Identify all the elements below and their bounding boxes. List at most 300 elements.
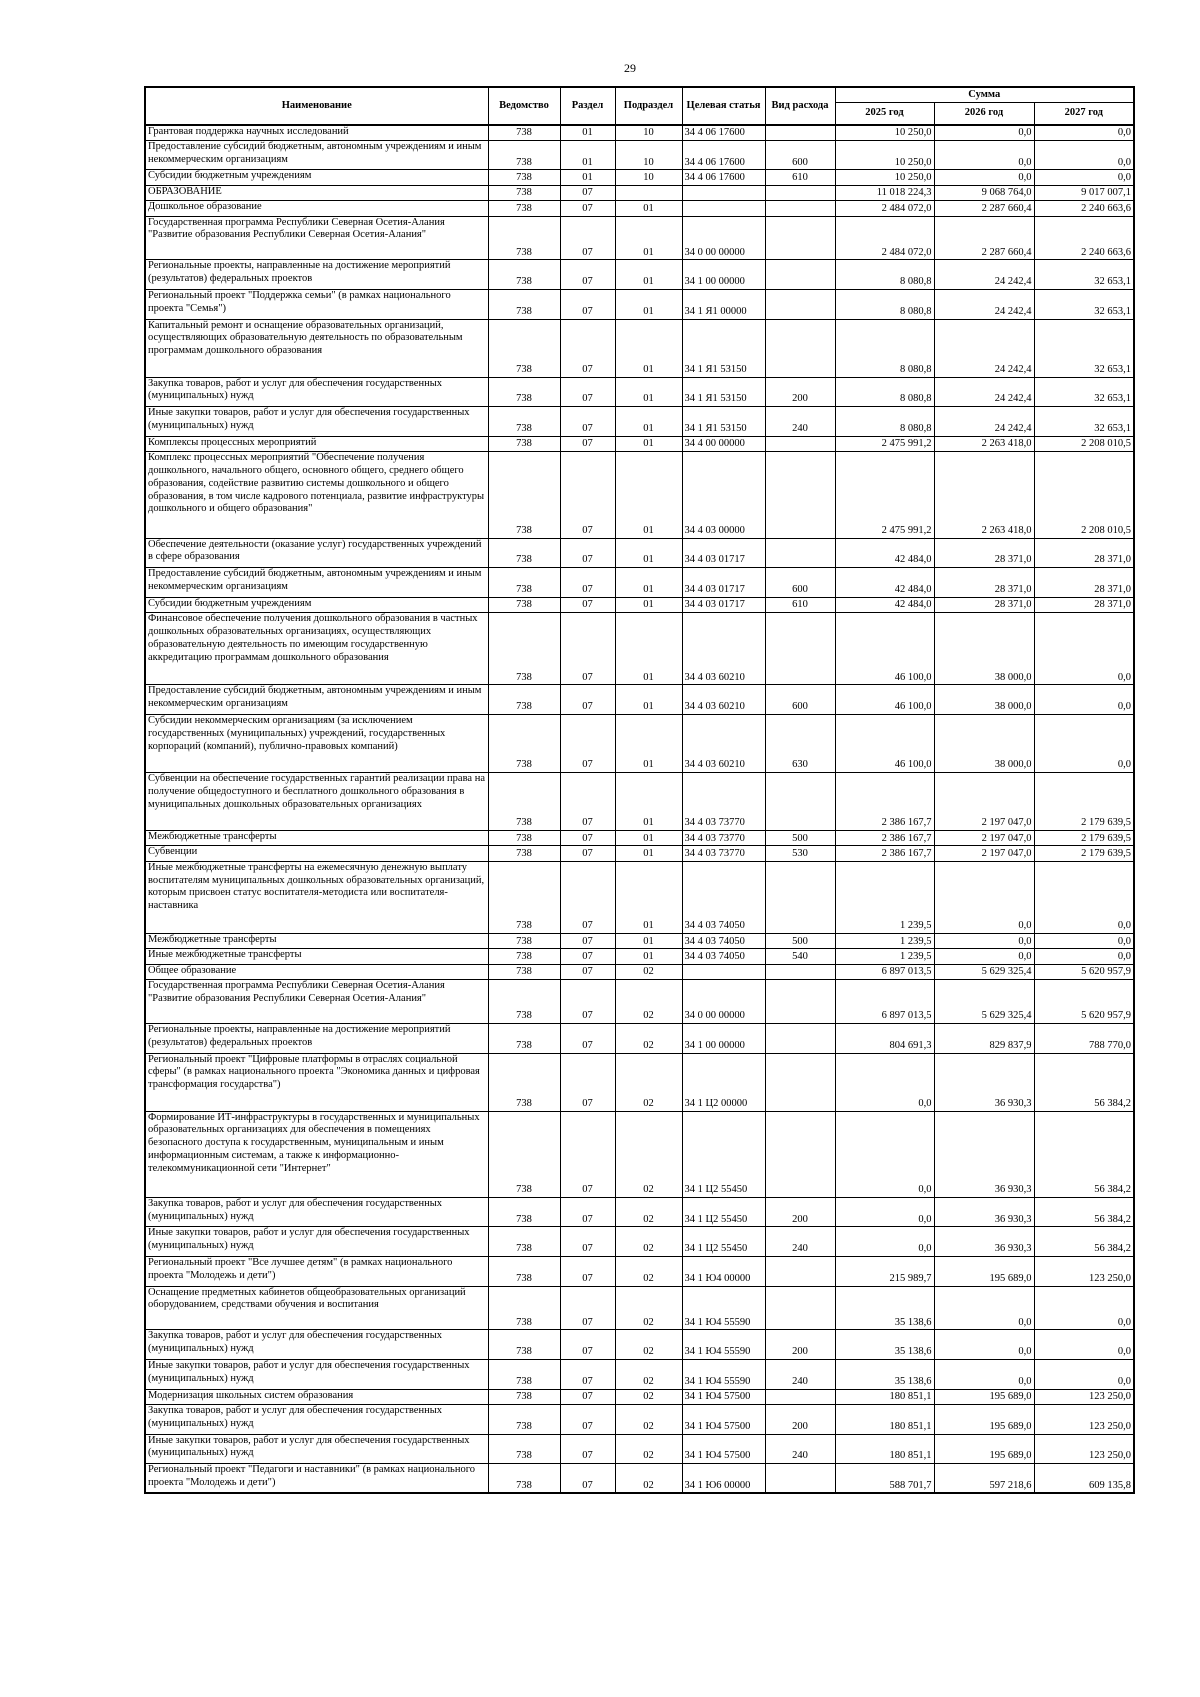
row-sum-2025: 0,0 — [835, 1053, 934, 1111]
row-dept: 738 — [488, 1360, 560, 1390]
row-sum-2027: 609 135,8 — [1034, 1464, 1134, 1494]
row-dept: 738 — [488, 170, 560, 185]
row-expense — [765, 1464, 835, 1494]
row-sum-2025: 6 897 013,5 — [835, 980, 934, 1024]
row-dept: 738 — [488, 597, 560, 612]
row-name: Комплексы процессных мероприятий — [145, 436, 488, 451]
row-sum-2026: 0,0 — [934, 861, 1034, 933]
row-sum-2026: 36 930,3 — [934, 1053, 1034, 1111]
row-target: 34 1 Ю4 57500 — [682, 1434, 765, 1464]
row-name: ОБРАЗОВАНИЕ — [145, 185, 488, 200]
row-target: 34 4 03 00000 — [682, 452, 765, 538]
row-sum-2026: 0,0 — [934, 125, 1034, 140]
row-target: 34 1 Я1 53150 — [682, 377, 765, 407]
row-expense: 500 — [765, 830, 835, 845]
table-row — [145, 1286, 1134, 1330]
row-sum-2026: 0,0 — [934, 949, 1034, 964]
table-row — [145, 140, 1134, 170]
row-expense — [765, 964, 835, 979]
row-sum-2025: 8 080,8 — [835, 377, 934, 407]
row-dept: 738 — [488, 933, 560, 948]
row-dept: 738 — [488, 538, 560, 568]
row-subsection: 02 — [615, 1286, 682, 1330]
row-sum-2025: 35 138,6 — [835, 1286, 934, 1330]
row-sum-2025: 1 239,5 — [835, 949, 934, 964]
row-name: Региональные проекты, направленные на достижение мероприятий (результатов) федеральных проектов — [145, 260, 488, 290]
row-subsection: 01 — [615, 613, 682, 685]
row-section: 07 — [560, 1257, 615, 1287]
row-sum-2026: 36 930,3 — [934, 1197, 1034, 1227]
row-dept: 738 — [488, 685, 560, 715]
row-dept: 738 — [488, 830, 560, 845]
row-sum-2025: 8 080,8 — [835, 260, 934, 290]
row-dept: 738 — [488, 1197, 560, 1227]
row-target — [682, 964, 765, 979]
row-sum-2025: 46 100,0 — [835, 685, 934, 715]
row-sum-2025: 180 851,1 — [835, 1389, 934, 1404]
row-section: 07 — [560, 949, 615, 964]
row-sum-2027: 0,0 — [1034, 1330, 1134, 1360]
row-sum-2025: 11 018 224,3 — [835, 185, 934, 200]
row-sum-2025: 1 239,5 — [835, 861, 934, 933]
row-dept: 738 — [488, 216, 560, 260]
row-dept: 738 — [488, 185, 560, 200]
row-subsection: 01 — [615, 538, 682, 568]
row-section: 07 — [560, 830, 615, 845]
row-dept: 738 — [488, 1330, 560, 1360]
table-row — [145, 1434, 1134, 1464]
row-sum-2026: 2 287 660,4 — [934, 216, 1034, 260]
table-row — [145, 1389, 1134, 1404]
row-name: Региональный проект "Все лучшее детям" (в рамках национального проекта "Молодежь и дети") — [145, 1257, 488, 1287]
row-dept: 738 — [488, 1227, 560, 1257]
row-subsection: 01 — [615, 933, 682, 948]
header-target: Целевая статья — [682, 87, 765, 125]
row-subsection: 01 — [615, 714, 682, 772]
table-row — [145, 319, 1134, 377]
row-sum-2026: 24 242,4 — [934, 290, 1034, 320]
table-row — [145, 861, 1134, 933]
row-sum-2026: 24 242,4 — [934, 377, 1034, 407]
row-section: 07 — [560, 377, 615, 407]
row-sum-2026: 0,0 — [934, 1360, 1034, 1390]
row-sum-2027: 0,0 — [1034, 1286, 1134, 1330]
row-name: Государственная программа Республики Северная Осетия-Алания "Развитие образования Республики Северная Осетия-Алания" — [145, 216, 488, 260]
table-row — [145, 538, 1134, 568]
row-sum-2025: 42 484,0 — [835, 597, 934, 612]
row-sum-2027: 28 371,0 — [1034, 538, 1134, 568]
row-sum-2026: 2 287 660,4 — [934, 201, 1034, 216]
row-target: 34 1 Ю4 57500 — [682, 1405, 765, 1435]
row-expense: 610 — [765, 170, 835, 185]
row-subsection: 01 — [615, 290, 682, 320]
row-sum-2027: 2 179 639,5 — [1034, 772, 1134, 830]
row-target: 34 4 03 73770 — [682, 772, 765, 830]
row-target: 34 4 03 74050 — [682, 861, 765, 933]
row-sum-2027: 0,0 — [1034, 170, 1134, 185]
row-dept: 738 — [488, 1464, 560, 1494]
row-target: 34 0 00 00000 — [682, 216, 765, 260]
row-sum-2025: 2 386 167,7 — [835, 830, 934, 845]
table-row — [145, 949, 1134, 964]
row-sum-2026: 9 068 764,0 — [934, 185, 1034, 200]
row-dept: 738 — [488, 613, 560, 685]
row-name: Закупка товаров, работ и услуг для обеспечения государственных (муниципальных) нужд — [145, 1197, 488, 1227]
row-expense — [765, 980, 835, 1024]
table-row — [145, 185, 1134, 200]
row-name: Субсидии некоммерческим организациям (за исключением государственных (муниципальных) учреждений, государственных корпораций (компаний), публично-правовых компаний) — [145, 714, 488, 772]
row-section: 07 — [560, 290, 615, 320]
row-section: 07 — [560, 1464, 615, 1494]
row-sum-2027: 0,0 — [1034, 933, 1134, 948]
row-name: Межбюджетные трансферты — [145, 830, 488, 845]
row-sum-2027: 0,0 — [1034, 125, 1134, 140]
row-sum-2027: 32 653,1 — [1034, 260, 1134, 290]
row-subsection: 01 — [615, 846, 682, 861]
row-subsection: 02 — [615, 1405, 682, 1435]
row-target: 34 4 03 73770 — [682, 830, 765, 845]
row-dept: 738 — [488, 1257, 560, 1287]
row-expense: 500 — [765, 933, 835, 948]
row-sum-2025: 2 475 991,2 — [835, 452, 934, 538]
row-sum-2027: 28 371,0 — [1034, 597, 1134, 612]
row-name: Закупка товаров, работ и услуг для обеспечения государственных (муниципальных) нужд — [145, 1330, 488, 1360]
row-subsection: 02 — [615, 1227, 682, 1257]
row-expense: 200 — [765, 377, 835, 407]
row-dept: 738 — [488, 846, 560, 861]
row-sum-2026: 195 689,0 — [934, 1405, 1034, 1435]
row-dept: 738 — [488, 377, 560, 407]
row-target: 34 1 00 00000 — [682, 260, 765, 290]
row-name: Межбюджетные трансферты — [145, 933, 488, 948]
row-sum-2027: 0,0 — [1034, 1360, 1134, 1390]
row-target: 34 1 Я1 53150 — [682, 407, 765, 437]
row-expense: 240 — [765, 1434, 835, 1464]
row-dept: 738 — [488, 1053, 560, 1111]
row-section: 07 — [560, 201, 615, 216]
row-sum-2026: 2 263 418,0 — [934, 436, 1034, 451]
row-name: Государственная программа Республики Северная Осетия-Алания "Развитие образования Республики Северная Осетия-Алания" — [145, 980, 488, 1024]
row-sum-2027: 0,0 — [1034, 714, 1134, 772]
table-row — [145, 1053, 1134, 1111]
row-sum-2027: 28 371,0 — [1034, 568, 1134, 598]
table-row — [145, 685, 1134, 715]
header-expense: Вид расхода — [765, 87, 835, 125]
row-name: Иные закупки товаров, работ и услуг для обеспечения государственных (муниципальных) нужд — [145, 1227, 488, 1257]
row-section: 07 — [560, 1023, 615, 1053]
row-name: Оснащение предметных кабинетов общеобразовательных организаций оборудованием, средствами обучения и воспитания — [145, 1286, 488, 1330]
row-sum-2025: 2 484 072,0 — [835, 201, 934, 216]
row-subsection: 02 — [615, 964, 682, 979]
row-subsection: 02 — [615, 1053, 682, 1111]
row-sum-2026: 829 837,9 — [934, 1023, 1034, 1053]
row-expense — [765, 452, 835, 538]
row-sum-2026: 5 629 325,4 — [934, 980, 1034, 1024]
row-expense: 610 — [765, 597, 835, 612]
row-subsection: 01 — [615, 377, 682, 407]
row-sum-2025: 215 989,7 — [835, 1257, 934, 1287]
row-expense — [765, 216, 835, 260]
row-sum-2026: 28 371,0 — [934, 597, 1034, 612]
row-sum-2026: 36 930,3 — [934, 1111, 1034, 1197]
row-sum-2025: 804 691,3 — [835, 1023, 934, 1053]
row-target: 34 1 Ю4 55590 — [682, 1360, 765, 1390]
row-dept: 738 — [488, 980, 560, 1024]
table-row — [145, 201, 1134, 216]
row-subsection: 01 — [615, 201, 682, 216]
row-subsection: 02 — [615, 1257, 682, 1287]
row-sum-2027: 2 179 639,5 — [1034, 830, 1134, 845]
row-name: Региональный проект "Цифровые платформы в отраслях социальной сферы" (в рамках национального проекта "Экономика данных и цифровая трансформация государства") — [145, 1053, 488, 1111]
row-section: 07 — [560, 260, 615, 290]
row-section: 07 — [560, 714, 615, 772]
row-sum-2027: 0,0 — [1034, 861, 1134, 933]
row-sum-2027: 56 384,2 — [1034, 1197, 1134, 1227]
table-row — [145, 407, 1134, 437]
row-name: Иные закупки товаров, работ и услуг для обеспечения государственных (муниципальных) нужд — [145, 1360, 488, 1390]
row-sum-2026: 38 000,0 — [934, 714, 1034, 772]
row-subsection — [615, 185, 682, 200]
table-row — [145, 714, 1134, 772]
row-sum-2026: 38 000,0 — [934, 685, 1034, 715]
row-target: 34 1 Я1 00000 — [682, 290, 765, 320]
row-section: 01 — [560, 140, 615, 170]
row-target: 34 4 03 01717 — [682, 538, 765, 568]
row-dept: 738 — [488, 1405, 560, 1435]
table-row — [145, 125, 1134, 140]
row-subsection: 01 — [615, 597, 682, 612]
row-expense — [765, 201, 835, 216]
row-subsection: 01 — [615, 260, 682, 290]
row-expense: 530 — [765, 846, 835, 861]
row-expense: 600 — [765, 568, 835, 598]
row-dept: 738 — [488, 125, 560, 140]
row-dept: 738 — [488, 714, 560, 772]
row-target: 34 4 03 73770 — [682, 846, 765, 861]
row-subsection: 02 — [615, 1197, 682, 1227]
row-section: 07 — [560, 1197, 615, 1227]
row-expense: 200 — [765, 1405, 835, 1435]
row-section: 01 — [560, 170, 615, 185]
row-expense: 200 — [765, 1330, 835, 1360]
row-section: 07 — [560, 933, 615, 948]
row-section: 07 — [560, 980, 615, 1024]
row-target: 34 1 Ю6 00000 — [682, 1464, 765, 1494]
row-sum-2027: 0,0 — [1034, 685, 1134, 715]
row-sum-2025: 2 386 167,7 — [835, 846, 934, 861]
row-sum-2027: 2 208 010,5 — [1034, 436, 1134, 451]
table-row — [145, 613, 1134, 685]
table-row — [145, 290, 1134, 320]
table-row — [145, 377, 1134, 407]
row-sum-2025: 35 138,6 — [835, 1360, 934, 1390]
row-dept: 738 — [488, 1286, 560, 1330]
row-subsection: 02 — [615, 1360, 682, 1390]
table-row — [145, 436, 1134, 451]
row-sum-2025: 1 239,5 — [835, 933, 934, 948]
row-sum-2027: 32 653,1 — [1034, 377, 1134, 407]
row-sum-2027: 5 620 957,9 — [1034, 964, 1134, 979]
row-target: 34 4 06 17600 — [682, 170, 765, 185]
row-section: 07 — [560, 1360, 615, 1390]
row-target: 34 1 Ц2 55450 — [682, 1197, 765, 1227]
row-target: 34 0 00 00000 — [682, 980, 765, 1024]
row-sum-2026: 0,0 — [934, 1286, 1034, 1330]
row-expense: 240 — [765, 1227, 835, 1257]
row-sum-2025: 180 851,1 — [835, 1434, 934, 1464]
row-name: Иные межбюджетные трансферты — [145, 949, 488, 964]
row-sum-2027: 0,0 — [1034, 140, 1134, 170]
header-subsection: Подраздел — [615, 87, 682, 125]
table-row — [145, 260, 1134, 290]
table-body — [145, 125, 1134, 1493]
row-name: Иные закупки товаров, работ и услуг для обеспечения государственных (муниципальных) нужд — [145, 1434, 488, 1464]
row-subsection: 01 — [615, 568, 682, 598]
row-sum-2027: 56 384,2 — [1034, 1227, 1134, 1257]
row-expense — [765, 1257, 835, 1287]
row-section: 07 — [560, 685, 615, 715]
row-sum-2025: 0,0 — [835, 1197, 934, 1227]
row-dept: 738 — [488, 1389, 560, 1404]
row-name: Региональные проекты, направленные на достижение мероприятий (результатов) федеральных проектов — [145, 1023, 488, 1053]
row-sum-2026: 195 689,0 — [934, 1389, 1034, 1404]
row-sum-2025: 8 080,8 — [835, 290, 934, 320]
table-row — [145, 216, 1134, 260]
row-sum-2027: 0,0 — [1034, 613, 1134, 685]
table-row — [145, 1330, 1134, 1360]
row-name: Субвенции на обеспечение государственных гарантий реализации права на получение общедоступного и бесплатного дошкольного образования в муниципальных дошкольных образовательных организациях — [145, 772, 488, 830]
row-section: 07 — [560, 436, 615, 451]
row-subsection: 01 — [615, 772, 682, 830]
table-row — [145, 1227, 1134, 1257]
row-name: Предоставление субсидий бюджетным, автономным учреждениям и иным некоммерческим организациям — [145, 685, 488, 715]
row-name: Субсидии бюджетным учреждениям — [145, 170, 488, 185]
row-section: 07 — [560, 1227, 615, 1257]
row-dept: 738 — [488, 1023, 560, 1053]
row-target: 34 4 03 60210 — [682, 613, 765, 685]
row-sum-2026: 0,0 — [934, 140, 1034, 170]
row-section: 07 — [560, 1053, 615, 1111]
page-number: 29 — [624, 61, 636, 75]
row-section: 07 — [560, 772, 615, 830]
row-sum-2026: 5 629 325,4 — [934, 964, 1034, 979]
row-sum-2026: 2 263 418,0 — [934, 452, 1034, 538]
row-section: 07 — [560, 216, 615, 260]
row-subsection: 02 — [615, 1464, 682, 1494]
row-subsection: 02 — [615, 1330, 682, 1360]
row-target: 34 4 03 01717 — [682, 597, 765, 612]
header-sum: Сумма — [835, 87, 1134, 103]
row-dept: 738 — [488, 949, 560, 964]
row-target: 34 1 Ю4 55590 — [682, 1330, 765, 1360]
row-sum-2027: 2 179 639,5 — [1034, 846, 1134, 861]
row-sum-2027: 123 250,0 — [1034, 1434, 1134, 1464]
header-2027: 2027 год — [1034, 103, 1134, 126]
header-dept: Ведомство — [488, 87, 560, 125]
row-section: 07 — [560, 964, 615, 979]
row-sum-2026: 2 197 047,0 — [934, 846, 1034, 861]
row-subsection: 01 — [615, 319, 682, 377]
row-target: 34 4 03 60210 — [682, 714, 765, 772]
row-sum-2027: 32 653,1 — [1034, 290, 1134, 320]
row-section: 07 — [560, 185, 615, 200]
table-row — [145, 980, 1134, 1024]
row-target: 34 1 Я1 53150 — [682, 319, 765, 377]
row-sum-2026: 28 371,0 — [934, 538, 1034, 568]
row-sum-2027: 123 250,0 — [1034, 1405, 1134, 1435]
row-name: Комплекс процессных мероприятий "Обеспечение получения дошкольного, начального общего, основного общего, среднего общего образования, содействие развитию системы дошкольного и общего образования, в том числе кадрового потенциала, развитие инфраструктуры дошкольного и общего образования" — [145, 452, 488, 538]
row-section: 07 — [560, 1286, 615, 1330]
row-dept: 738 — [488, 861, 560, 933]
row-target: 34 4 03 60210 — [682, 685, 765, 715]
row-section: 07 — [560, 861, 615, 933]
row-sum-2025: 2 484 072,0 — [835, 216, 934, 260]
row-sum-2025: 2 386 167,7 — [835, 772, 934, 830]
row-name: Региональный проект "Поддержка семьи" (в рамках национального проекта "Семья") — [145, 290, 488, 320]
row-target: 34 4 03 01717 — [682, 568, 765, 598]
row-target: 34 1 Ю4 00000 — [682, 1257, 765, 1287]
row-sum-2026: 0,0 — [934, 1330, 1034, 1360]
row-expense: 240 — [765, 1360, 835, 1390]
table-row — [145, 933, 1134, 948]
row-section: 07 — [560, 452, 615, 538]
row-sum-2027: 56 384,2 — [1034, 1111, 1134, 1197]
row-target: 34 1 Ц2 55450 — [682, 1227, 765, 1257]
row-dept: 738 — [488, 1111, 560, 1197]
row-sum-2027: 56 384,2 — [1034, 1053, 1134, 1111]
row-section: 01 — [560, 125, 615, 140]
row-sum-2026: 597 218,6 — [934, 1464, 1034, 1494]
row-sum-2027: 123 250,0 — [1034, 1389, 1134, 1404]
table-row — [145, 1197, 1134, 1227]
row-sum-2027: 2 240 663,6 — [1034, 201, 1134, 216]
row-name: Закупка товаров, работ и услуг для обеспечения государственных (муниципальных) нужд — [145, 377, 488, 407]
row-expense — [765, 1023, 835, 1053]
table-row — [145, 1257, 1134, 1287]
row-section: 07 — [560, 319, 615, 377]
row-expense — [765, 260, 835, 290]
row-target — [682, 201, 765, 216]
row-target — [682, 185, 765, 200]
row-subsection: 01 — [615, 436, 682, 451]
row-target: 34 1 Ц2 00000 — [682, 1053, 765, 1111]
row-name: Дошкольное образование — [145, 201, 488, 216]
row-target: 34 4 03 74050 — [682, 949, 765, 964]
row-sum-2026: 0,0 — [934, 933, 1034, 948]
row-target: 34 1 Ц2 55450 — [682, 1111, 765, 1197]
row-sum-2025: 588 701,7 — [835, 1464, 934, 1494]
table-row — [145, 846, 1134, 861]
table-row — [145, 452, 1134, 538]
row-target: 34 4 03 74050 — [682, 933, 765, 948]
row-sum-2025: 10 250,0 — [835, 170, 934, 185]
budget-table — [144, 86, 1135, 1494]
row-subsection: 01 — [615, 861, 682, 933]
table-row — [145, 1360, 1134, 1390]
table-row — [145, 568, 1134, 598]
row-expense: 540 — [765, 949, 835, 964]
row-expense — [765, 436, 835, 451]
row-sum-2027: 788 770,0 — [1034, 1023, 1134, 1053]
row-sum-2027: 5 620 957,9 — [1034, 980, 1134, 1024]
row-target: 34 4 06 17600 — [682, 140, 765, 170]
row-name: Региональный проект "Педагоги и наставники" (в рамках национального проекта "Молодежь и дети") — [145, 1464, 488, 1494]
header-2026: 2026 год — [934, 103, 1034, 126]
table-row — [145, 1405, 1134, 1435]
row-subsection: 10 — [615, 125, 682, 140]
row-target: 34 1 Ю4 55590 — [682, 1286, 765, 1330]
row-section: 07 — [560, 597, 615, 612]
